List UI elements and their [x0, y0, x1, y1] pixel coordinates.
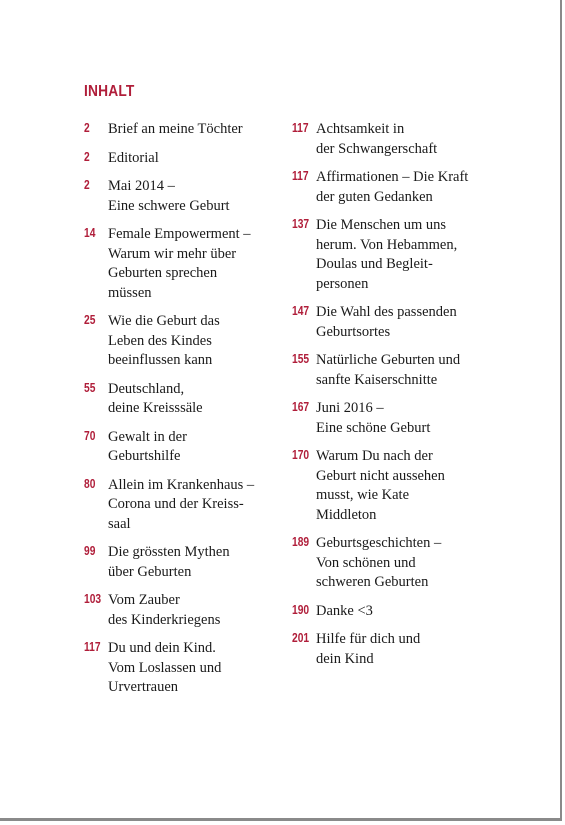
toc-column-left [84, 120, 289, 707]
toc-title: Achtsamkeit in der Schwangerschaft [316, 121, 438, 157]
toc-entry [84, 591, 289, 630]
toc-title: Danke <3 [316, 602, 373, 619]
toc-page-number: 70 [84, 428, 96, 443]
toc-entry [84, 225, 289, 303]
toc-title: Du und dein Kind. Vom Loslassen und Urvertrauen [108, 640, 222, 695]
toc-page-number: 117 [292, 121, 309, 135]
toc-entry [84, 312, 289, 371]
toc-title: Die grössten Mythen über Geburten [108, 544, 230, 580]
toc-page-number: 2 [84, 121, 90, 135]
toc-entry [292, 168, 492, 207]
toc-entry [84, 476, 289, 535]
toc-page-number: 55 [84, 380, 96, 395]
toc-title: Geburtsgeschichten – Von schönen und schweren Geburten [316, 535, 442, 590]
toc-entry [84, 543, 289, 582]
toc-title: Hilfe für dich und dein Kind [316, 631, 421, 667]
toc-page-number: 117 [292, 169, 309, 183]
toc-entry [292, 303, 492, 342]
toc-page-number: 25 [84, 313, 96, 327]
toc-title: Editorial [108, 149, 159, 166]
toc-page-number: 170 [292, 448, 310, 462]
toc-page-number: 2 [84, 149, 90, 164]
toc-entry [84, 149, 289, 169]
toc-title: Juni 2016 – Eine schöne Geburt [316, 400, 431, 436]
toc-title: Gewalt in der Geburtshilfe [108, 428, 187, 464]
toc-column-right [292, 120, 492, 678]
toc-title: Brief an meine Töchter [108, 121, 243, 137]
toc-title: Die Menschen um uns herum. Von Hebammen, Doulas und Begleit- personen [316, 217, 458, 292]
toc-page-number: 147 [292, 304, 310, 318]
toc-page-number: 14 [84, 226, 96, 240]
toc-page-number: 80 [84, 476, 96, 491]
toc-title: Die Wahl des passenden Geburtsortes [316, 304, 457, 340]
toc-entry [292, 534, 492, 593]
toc-title: Wie die Geburt das Leben des Kindes beeinflussen kann [108, 313, 220, 368]
toc-title: Affirmationen – Die Kraft der guten Gedanken [316, 169, 469, 205]
toc-entry [84, 380, 289, 419]
toc-entry [292, 399, 492, 438]
toc-page-number: 2 [84, 178, 90, 192]
toc-title: Allein im Krankenhaus – Corona und der Kreiss- saal [108, 476, 255, 532]
toc-entry [292, 351, 492, 390]
toc-page-number: 103 [84, 592, 102, 606]
toc-title: Deutschland, deine Kreisssäle [108, 380, 203, 416]
toc-page-number: 137 [292, 217, 310, 231]
toc-entry [84, 177, 289, 216]
toc-page-number: 189 [292, 535, 310, 549]
toc-entry [292, 602, 492, 622]
toc-entry [292, 630, 492, 669]
toc-title: Mai 2014 – Eine schwere Geburt [108, 178, 230, 214]
toc-entry [84, 639, 289, 698]
toc-title: Warum Du nach der Geburt nicht aussehen musst, wie Kate Middleton [316, 448, 445, 523]
toc-heading: INHALT [84, 83, 135, 100]
toc-entry [292, 447, 492, 525]
toc-page-number: 99 [84, 544, 96, 558]
toc-page-number: 167 [292, 400, 310, 414]
toc-entry [292, 216, 492, 294]
toc-title: Vom Zauber des Kinderkriegens [108, 592, 221, 628]
toc-entry [292, 120, 492, 159]
toc-page-number: 201 [292, 631, 310, 645]
toc-entry [84, 120, 289, 140]
toc-entry [84, 428, 289, 467]
toc-title: Female Empowerment – Warum wir mehr über Geburten sprechen müssen [108, 226, 251, 301]
toc-page-number: 117 [84, 640, 101, 654]
toc-page-number: 190 [292, 602, 310, 617]
toc-page-number: 155 [292, 352, 310, 366]
toc-title: Natürliche Geburten und sanfte Kaiserschnitte [316, 352, 461, 388]
